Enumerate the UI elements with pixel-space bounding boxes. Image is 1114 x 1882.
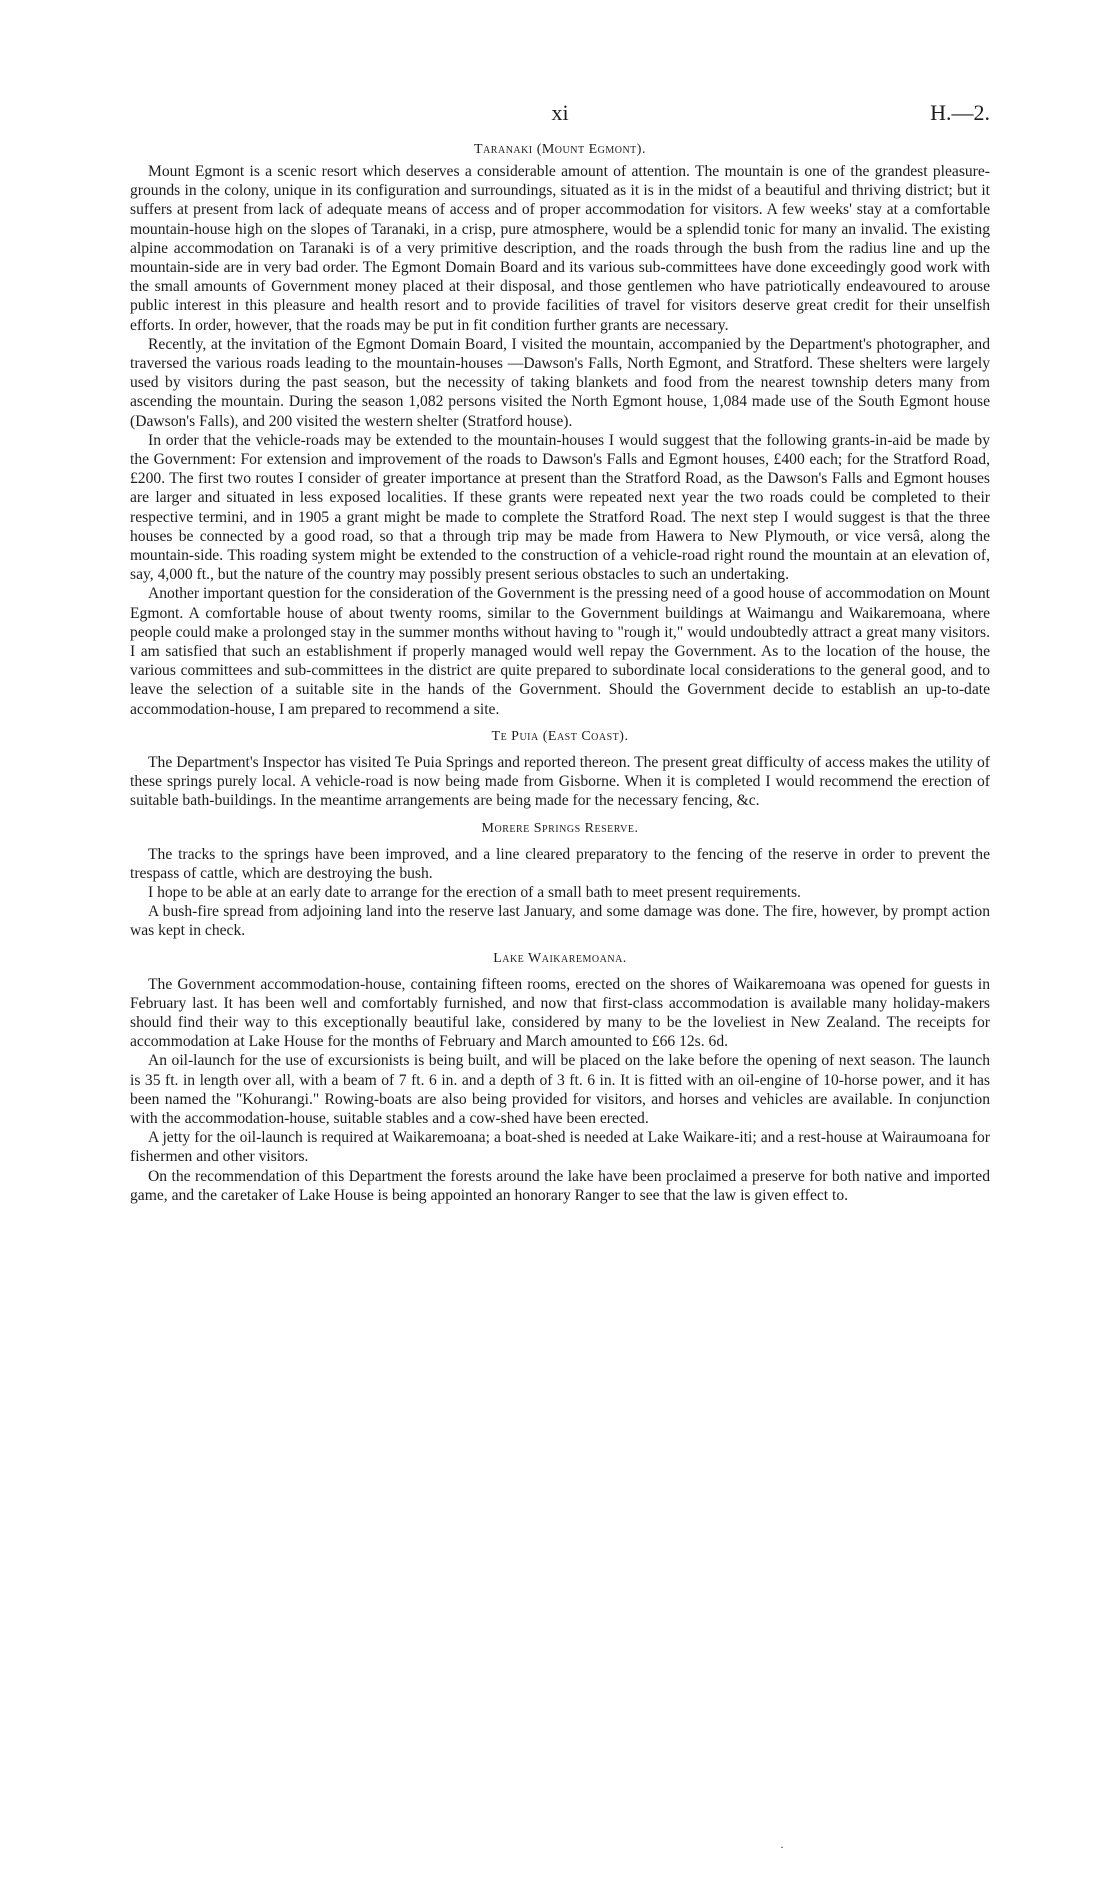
paragraph: I hope to be able at an early date to arrange for the erection of a small bath to meet present requirements. (148, 883, 801, 901)
section-heading: Te Puia (East Coast). (491, 728, 629, 744)
section-heading: Taranaki (Mount Egmont). (474, 142, 646, 157)
paragraph: The tracks to the springs have been improved, and a line cleared preparatory to the fencing of the reserve in order to prevent the trespass of cattle, which are destroying the bush. (130, 845, 990, 882)
page-header (130, 100, 990, 130)
paragraph: An oil-launch for the use of excursionists is being built, and will be placed on the lake before the opening of next season. The launch is 35 ft. in length over all, with a beam of 7 ft. 6 in. and a depth of 3 ft. 6 in. It is fitted with an oil-engine of 10-horse power, and it has been named the "Kohurangi." Rowing-boats are also being provided for visitors, and horses and vehicles are available. In conjunction with the accommodation-house, suitable stables and a cow-shed have been erected. (130, 1052, 990, 1127)
paragraph: Recently, at the invitation of the Egmont Domain Board, I visited the mountain, accompanied by the Department's photographer, and traversed the various roads leading to the mountain-houses —Dawson's Falls, North Egmont, and Stratford. These shelters were largely used by visitors during the past season, but the necessity of taking blankets and food from the nearest township deters many from ascending the mountain. During the season 1,082 persons visited the North Egmont house, 1,084 made use of the South Egmont house (Dawson's Falls), and 200 visited the western shelter (Stratford house). (130, 335, 990, 430)
paragraph: A jetty for the oil-launch is required at Waikaremoana; a boat-shed is needed at Lake Waikare-iti; and a rest-house at Wairaumoana for fishermen and other visitors. (130, 1129, 990, 1166)
paragraph: In order that the vehicle-roads may be extended to the mountain-houses I would suggest that the following grants-in-aid be made by the Government: For extension and improvement of the roads to Dawson's Falls and Egmont houses, £400 each; for the Stratford Road, £200. The first two routes I consider of greater importance at present than the Stratford Road, as the Dawson's Falls and Egmont houses are larger and situated in less exposed localities. If these grants were repeated next year the two roads could be completed to their respective termini, and in 1905 a grant might be made to complete the Stratford Road. The next step I would suggest is that the three houses be connected by a good road, so that a through trip may be made from Hawera to New Plymouth, or vice versâ, along the mountain-side. This roading system might be extended to the construction of a vehicle-road right round the mountain at an elevation of, say, 4,000 ft., but the nature of the country may possibly present serious obstacles to such an undertaking. (130, 431, 990, 584)
paragraph: On the recommendation of this Department the forests around the lake have been proclaimed a preserve for both native and imported game, and the caretaker of Lake House is being appointed an honorary Ranger to see that the law is given effect to. (130, 1167, 990, 1204)
paragraph: Mount Egmont is a scenic resort which deserves a considerable amount of attention. The mountain is one of the grandest pleasure-grounds in the colony, unique in its configuration and surroundings, situated as it is in the midst of a beautiful and thriving district; but it suffers at present from lack of adequate means of access and of proper accommodation for visitors. A few weeks' stay at a comfortable mountain-house high on the slopes of Taranaki, in a crisp, pure atmosphere, would be a splendid tonic for many an invalid. The existing alpine accommodation on Taranaki is of a very primitive description, and the roads through the bush from the radius line and up the mountain-side are in very bad order. The Egmont Domain Board and its various sub-committees have done exceedingly good work with the small amounts of Government money placed at their disposal, and those gentlemen who have patriotically endeavoured to arouse public interest in this pleasure and health resort and to provide facilities of travel for visitors deserve great credit for their unselfish efforts. In order, however, that the roads may be put in fit condition further grants are necessary. (130, 163, 990, 334)
section-te-puia (130, 729, 990, 811)
paragraph: Another important question for the consideration of the Government is the pressing need of a good house of accommodation on Mount Egmont. A comfortable house of about twenty rooms, similar to the Government buildings at Waimangu and Waikaremoana, where people could make a prolonged stay in the summer months without having to "rough it," would undoubtedly attract a great many visitors. I am satisfied that such an establishment if properly managed would well repay the Government. As to the location of the house, the various committees and sub-committees in the district are quite prepared to subordinate local considerations to the general good, and to leave the selection of a suitable site in the hands of the Government. Should the Government decide to establish an up-to-date accommodation-house, I am prepared to recommend a site. (130, 585, 990, 718)
document-reference: H.—2. (930, 100, 990, 125)
section-heading: Morere Springs Reserve. (481, 820, 639, 836)
paragraph: The Government accommodation-house, containing fifteen rooms, erected on the shores of Waikaremoana was opened for guests in February last. It has been well and comfortably furnished, and now that first-class accommodation is available many holiday-makers should find their way to this exceptionally beautiful lake, considered by many to be the loveliest in New Zealand. The receipts for accommodation at Lake House for the months of February and March amounted to £66 12s. 6d. (130, 975, 990, 1051)
document-page (130, 100, 990, 1205)
section-heading: Lake Waikaremoana. (493, 950, 627, 966)
print-speck: · (780, 1840, 784, 1854)
section-lake-waikaremoana (130, 951, 990, 1205)
paragraph: A bush-fire spread from adjoining land into the reserve last January, and some damage was done. The fire, however, by prompt action was kept in check. (130, 903, 990, 940)
paragraph: The Department's Inspector has visited Te Puia Springs and reported thereon. The present great difficulty of access makes the utility of these springs purely local. A vehicle-road is now being made from Gisborne. When it is completed I would recommend the erection of suitable bath-buildings. In the meantime arrangements are being made for the necessary fencing, &c. (130, 753, 990, 810)
section-taranaki (130, 142, 990, 719)
page-number: xi (551, 100, 569, 125)
section-morere-springs (130, 821, 990, 941)
